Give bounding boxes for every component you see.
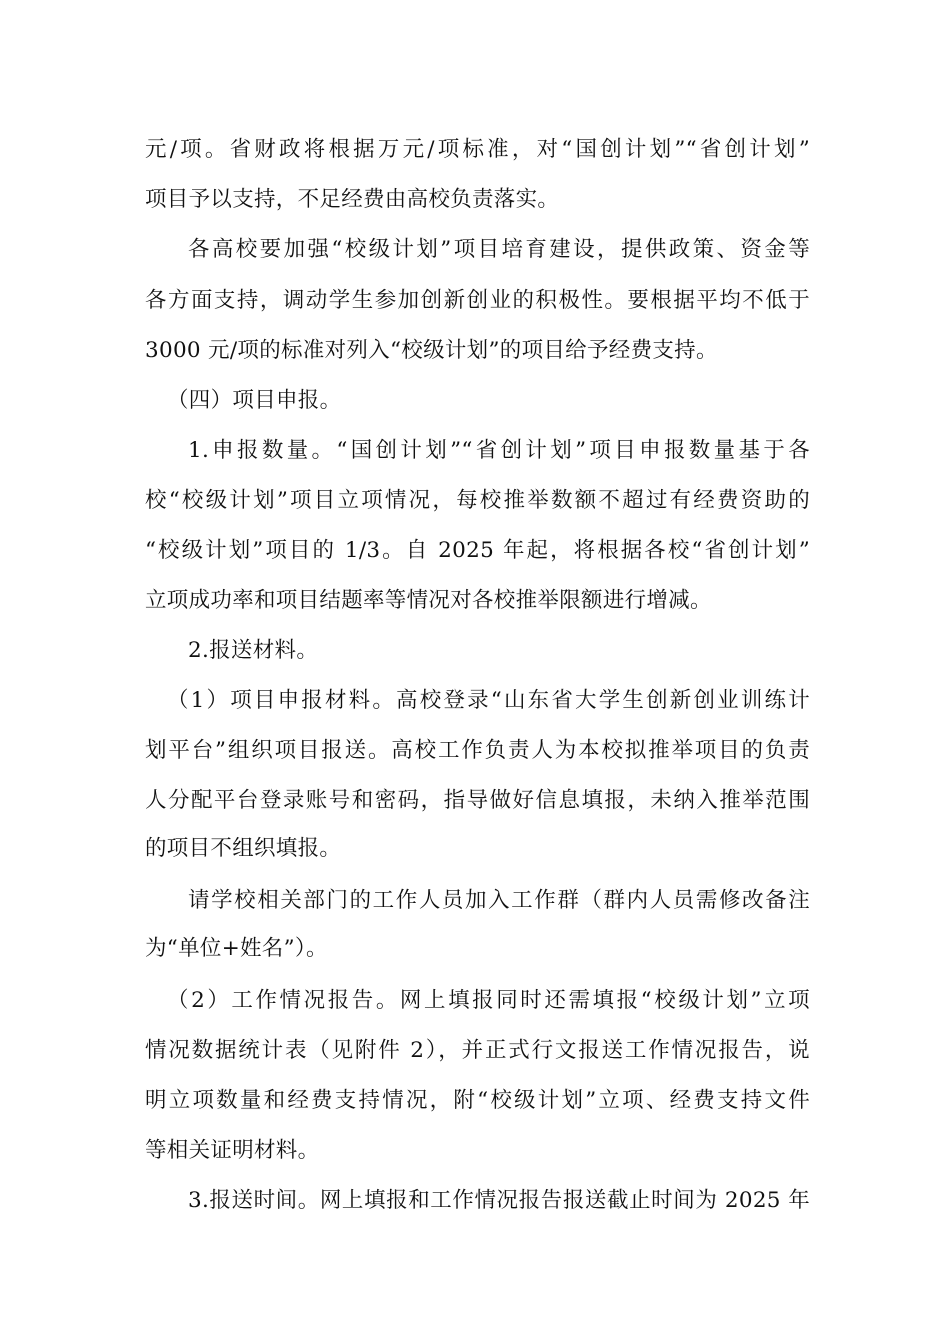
text-line: “校级计划”项目的 1/3。自 2025 年起，将根据各校“省创计划” [145, 538, 810, 563]
text-line: 为“单位+姓名”）。 [145, 936, 328, 961]
text-line: 3000 元/项的标准对列入“校级计划”的项目给予经费支持。 [145, 338, 718, 363]
text-line: 情况数据统计表（见附件 2），并正式行文报送工作情况报告，说 [145, 1038, 810, 1063]
text-line: 立项成功率和项目结题率等情况对各校推举限额进行增减。 [145, 588, 712, 613]
text-line: 元/项。省财政将根据万元/项标准，对“国创计划”“省创计划” [145, 137, 810, 162]
text-line: 请学校相关部门的工作人员加入工作群（群内人员需修改备注 [188, 888, 810, 913]
text-line: 3.报送时间。网上填报和工作情况报告报送截止时间为 2025 年 [188, 1188, 810, 1213]
text-line: 人分配平台登录账号和密码，指导做好信息填报，未纳入推举范围 [145, 788, 810, 813]
text-line: 各高校要加强“校级计划”项目培育建设，提供政策、资金等 [188, 237, 810, 262]
text-line: 各方面支持，调动学生参加创新创业的积极性。要根据平均不低于 [145, 288, 810, 313]
text-line: （2）工作情况报告。网上填报同时还需填报“校级计划”立项 [167, 988, 810, 1013]
text-line: 1.申报数量。“国创计划”“省创计划”项目申报数量基于各 [188, 438, 810, 463]
subsection-heading: 2.报送材料。 [188, 638, 319, 663]
section-heading: （四）项目申报。 [167, 388, 342, 413]
text-line: 的项目不组织填报。 [145, 836, 342, 861]
text-line: 校“校级计划”项目立项情况，每校推举数额不超过有经费资助的 [145, 488, 810, 513]
text-line: 划平台”组织项目报送。高校工作负责人为本校拟推举项目的负责 [145, 738, 810, 763]
text-line: 明立项数量和经费支持情况，附“校级计划”立项、经费支持文件 [145, 1088, 810, 1113]
text-line: 项目予以支持，不足经费由高校负责落实。 [145, 187, 560, 212]
text-line: （1）项目申报材料。高校登录“山东省大学生创新创业训练计 [167, 688, 810, 713]
text-line: 等相关证明材料。 [145, 1138, 320, 1163]
